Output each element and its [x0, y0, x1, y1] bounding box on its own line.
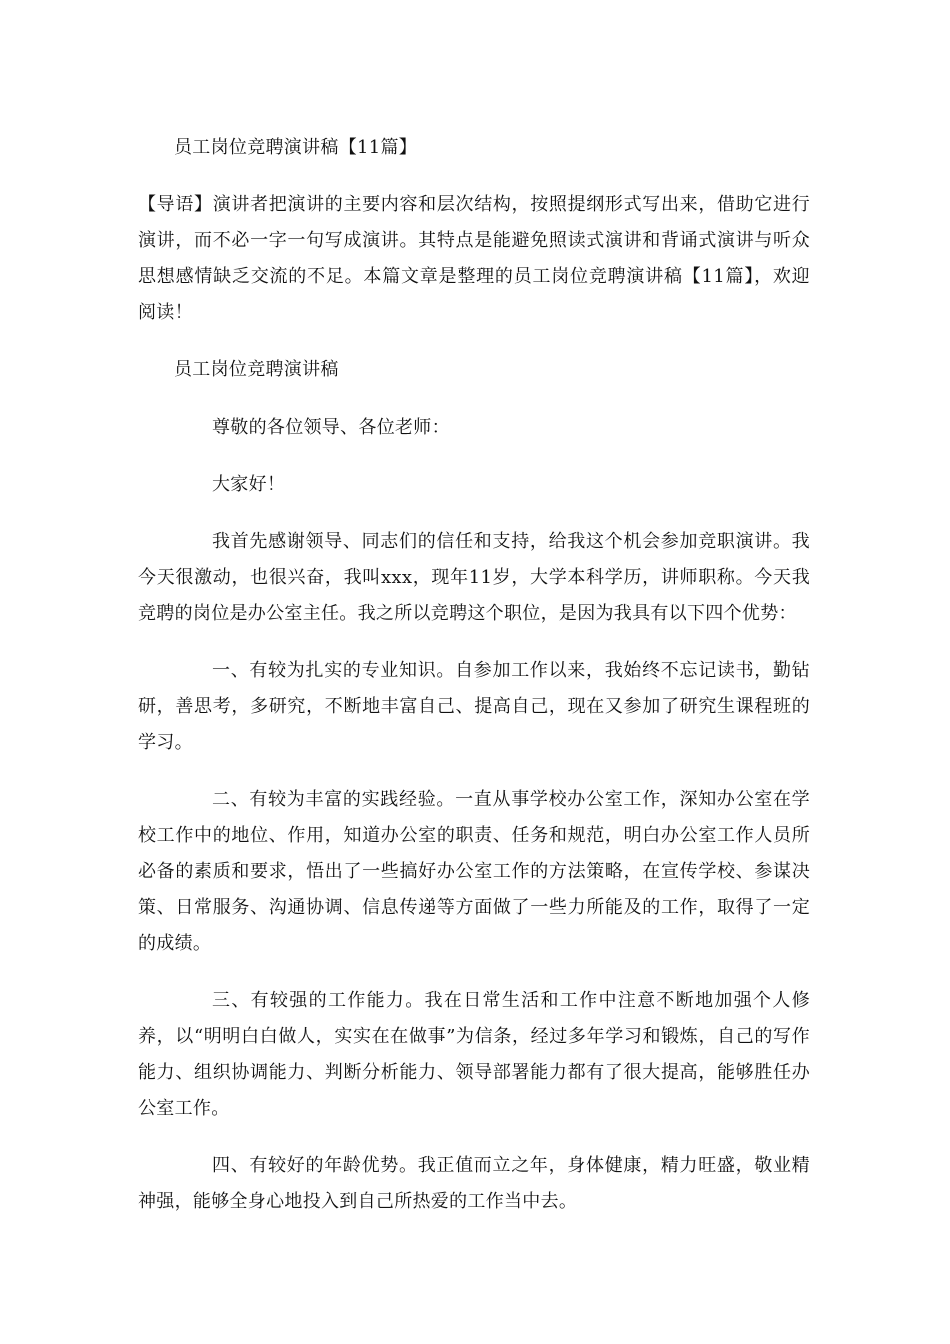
body-paragraph: 四、有较好的年龄优势。我正值而立之年，身体健康，精力旺盛，敬业精神强，能够全身心地投入到自己所热爱的工作当中去。 — [138, 1155, 810, 1212]
intro-paragraph: 【导语】演讲者把演讲的主要内容和层次结构，按照提纲形式写出来，借助它进行演讲，而不必一字一句写成演讲。其特点是能避免照读式演讲和背诵式演讲与听众思想感情缺乏交流的不足。本篇文章是整理的员工岗位竞聘演讲稿【11篇】，欢迎阅读！ — [138, 194, 810, 323]
document-body — [138, 130, 810, 1241]
salutation: 尊敬的各位领导、各位老师： — [212, 417, 450, 438]
body-paragraph: 三、有较强的工作能力。我在日常生活和工作中注意不断地加强个人修养，以“明明白白做人，实实在在做事”为信条，经过多年学习和锻炼，自己的写作能力、组织协调能力、判断分析能力、领导部署能力都有了很大提高，能够胜任办公室工作。 — [138, 990, 810, 1119]
greeting: 大家好！ — [212, 474, 286, 495]
body-paragraph: 一、有较为扎实的专业知识。自参加工作以来，我始终不忘记读书，勤钻研，善思考，多研究，不断地丰富自己、提高自己，现在又参加了研究生课程班的学习。 — [138, 660, 810, 753]
document-title: 员工岗位竞聘演讲稿【11篇】 — [174, 137, 418, 158]
body-paragraph: 我首先感谢领导、同志们的信任和支持，给我这个机会参加竞职演讲。我今天很激动，也很兴奋，我叫xxx，现年11岁，大学本科学历，讲师职称。今天我竞聘的岗位是办公室主任。我之所以竞聘这个职位，是因为我具有以下四个优势： — [138, 531, 810, 624]
section-title: 员工岗位竞聘演讲稿 — [174, 359, 339, 380]
body-paragraph: 二、有较为丰富的实践经验。一直从事学校办公室工作，深知办公室在学校工作中的地位、作用，知道办公室的职责、任务和规范，明白办公室工作人员所必备的素质和要求，悟出了一些搞好办公室工作的方法策略，在宣传学校、参谋决策、日常服务、沟通协调、信息传递等方面做了一些力所能及的工作，取得了一定的成绩。 — [138, 789, 810, 954]
